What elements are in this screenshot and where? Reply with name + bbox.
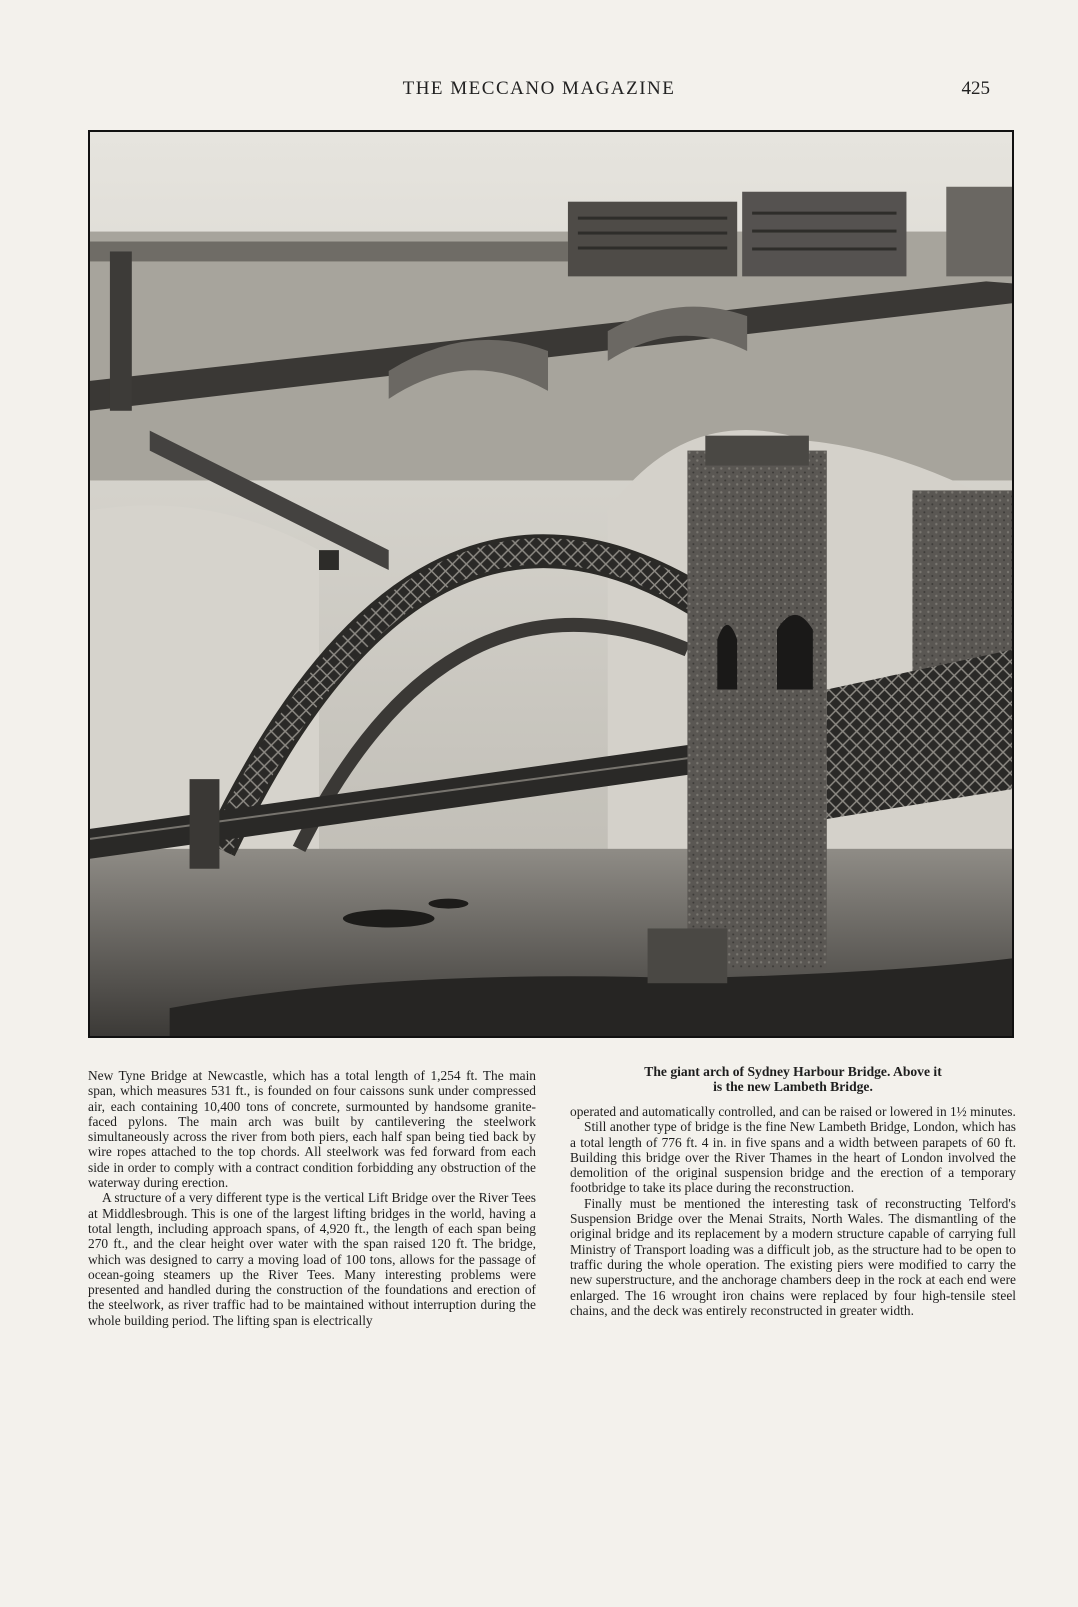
right-paragraph: operated and automatically controlled, and can be raised or lowered in 1½ minutes.	[570, 1104, 1016, 1119]
bridge-photograph	[88, 130, 1014, 1038]
page-number: 425	[961, 78, 990, 99]
left-paragraph: A structure of a very different type is the vertical Lift Bridge over the River Tees at Middlesbrough. This is one of the largest lifting bridges in the world, having a total length, including approach spans, of 4,920 ft., the length of each span being 270 ft., and the clear height over water with the span raised 120 ft. The bridge, which was designed to carry a moving load of 100 tons, allows for the passage of ocean-going steamers up the River Tees. Many interesting problems were presented and handled during the construction of the foundations and erection of the steelwork, as river traffic had to be maintained without interruption during the whole building period. The lifting span is electrically	[88, 1190, 536, 1328]
figure-caption-line: The giant arch of Sydney Harbour Bridge. Above it	[644, 1064, 942, 1079]
figure-caption-line: is the new Lambeth Bridge.	[713, 1079, 873, 1094]
figure-caption	[570, 1064, 1016, 1094]
left-column	[88, 1068, 536, 1328]
running-head: THE MECCANO MAGAZINE	[402, 78, 676, 99]
right-paragraph: Still another type of bridge is the fine New Lambeth Bridge, London, which has a total length of 776 ft. 4 in. in five spans and a width between parapets of 60 ft. Building this bridge over the River Thames in the heart of London involved the demolition of the original suspension bridge and the erection of a temporary footbridge to take its place during the reconstruction.	[570, 1119, 1016, 1196]
left-paragraph: New Tyne Bridge at Newcastle, which has a total length of 1,254 ft. The main span, which measures 531 ft., is founded on four caissons sunk under compressed air, each containing 10,400 tons of concrete, surmounted by handsome granite-faced pylons. The main arch was built by cantilevering the steelwork simultaneously across the river from both piers, each half span being tied back by wire ropes attached to the top chords. All steelwork was fed forward from each side in order to comply with a contract condition forbidding any obstruction of the waterway during erection.	[88, 1068, 536, 1191]
right-column	[570, 1064, 1016, 1318]
right-paragraph: Finally must be mentioned the interesting task of reconstructing Telford's Suspension Bridge over the Menai Straits, North Wales. The dismantling of the original bridge and its replacement by a modern structure capable of carrying full Ministry of Transport loading was a difficult job, as the structure had to be open to traffic during the whole operation. The existing piers were modified to carry the new superstructure, and the anchorage chambers deep in the rock at each end were enlarged. The 16 wrought iron chains were replaced by four high-tensile steel chains, and the deck was entirely reconstructed in greater width.	[570, 1195, 1016, 1318]
bridge-photo-illustration	[90, 132, 1012, 1036]
